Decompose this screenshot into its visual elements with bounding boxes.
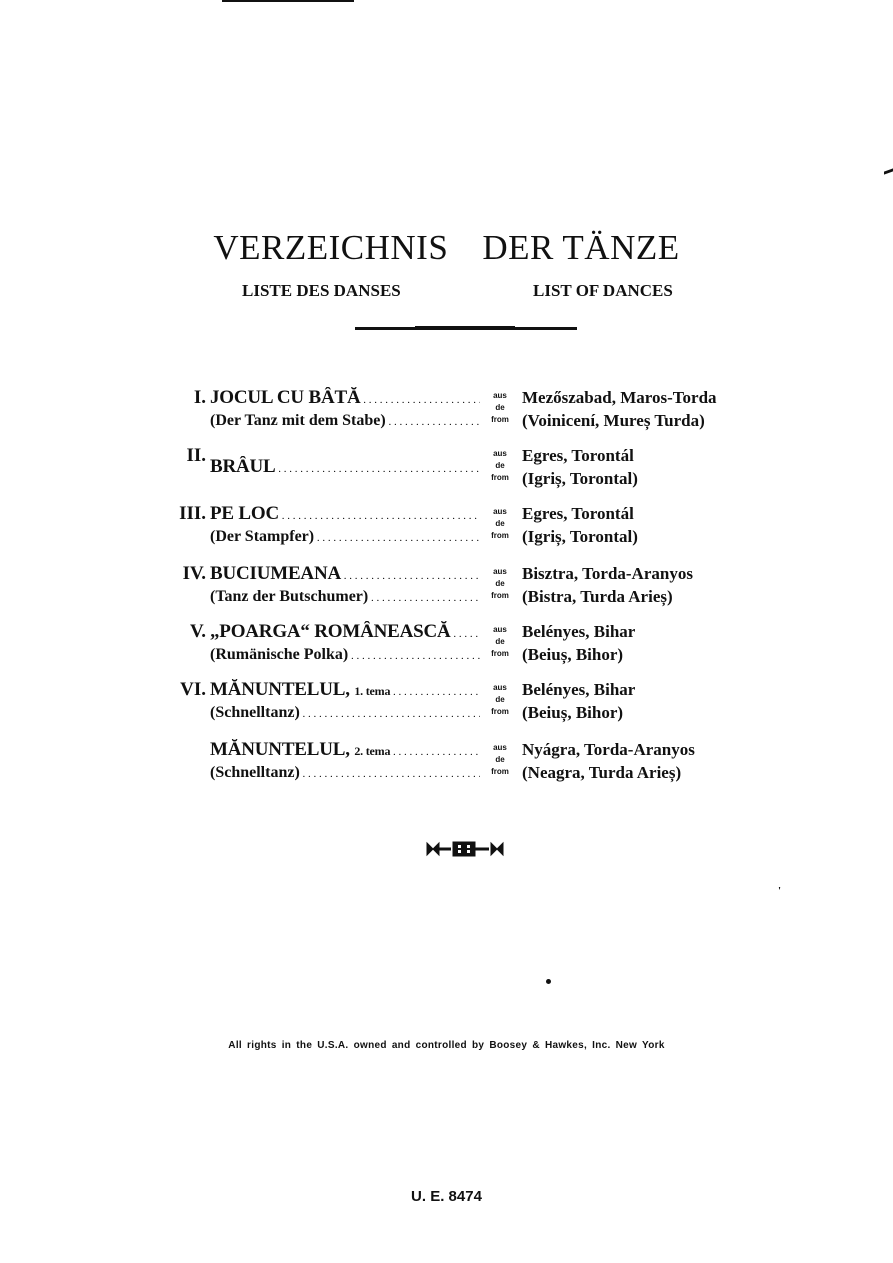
dance-numeral: III.: [179, 503, 206, 524]
subtitle-english: LIST OF DANCES: [533, 281, 673, 300]
edge-mark: [884, 168, 893, 174]
dance-subtitle: (Tanz der Butschumer) . . .: [210, 587, 480, 608]
dance-entry-5: [0, 621, 893, 667]
dance-name: BUCIUMEANA . . .: [210, 563, 480, 587]
dance-numeral: V.: [189, 621, 206, 642]
dance-numeral: I.: [193, 387, 206, 408]
dance-entry-6: [0, 679, 893, 725]
catalog-number: U. E. 8474: [411, 1188, 482, 1205]
dance-name: BRÂUL . . .: [210, 456, 480, 480]
preposition-label: aus de from: [491, 683, 509, 716]
dance-numeral: VI.: [180, 679, 206, 700]
dance-place: Egres, Torontál: [522, 446, 634, 465]
dance-place: Mezőszabad, Maros-Torda: [522, 388, 717, 407]
preposition-label: aus de from: [491, 449, 509, 482]
dance-name: „POARGA“ ROMÂNEASCĂ . . .: [210, 621, 480, 645]
dance-place-alt: (Beiuș, Bihor): [522, 645, 624, 664]
dance-name: JOCUL CU BÂTĂ . . .: [210, 387, 480, 411]
dance-entry-4: [0, 563, 893, 609]
dance-place: Belényes, Bihar: [522, 622, 636, 641]
dance-numeral: II.: [186, 445, 206, 466]
preposition-label: aus de from: [491, 625, 509, 658]
dance-subtitle: (Der Tanz mit dem Stabe) . . .: [210, 411, 480, 432]
dance-place: Nyágra, Torda-Aranyos: [522, 740, 695, 759]
preposition-label: aus de from: [491, 391, 509, 424]
dance-tema: 2. tema: [354, 744, 391, 758]
dance-place: Bisztra, Torda-Aranyos: [522, 564, 693, 583]
preposition-label: aus de from: [491, 567, 509, 600]
preposition-label: aus de from: [491, 507, 509, 540]
dance-subtitle: (Rumänische Polka) . . .: [210, 645, 480, 666]
dance-place-alt: (Neagra, Turda Arieș): [522, 763, 682, 782]
page-title: VERZEICHNIS DER TÄNZE: [213, 228, 680, 267]
dance-entry-2: [0, 445, 893, 491]
stray-mark: ': [778, 885, 782, 897]
dance-place: Egres, Torontál: [522, 504, 634, 523]
rights-notice: All rights in the U.S.A. owned and controlled by Boosey & Hawkes, Inc. New York: [228, 1040, 665, 1051]
dance-subtitle: (Schnelltanz) . . .: [210, 763, 480, 784]
stray-dot: [546, 979, 551, 984]
dance-entry-1: [0, 387, 893, 433]
dance-numeral: IV.: [182, 563, 206, 584]
dance-subtitle: (Schnelltanz) . . .: [210, 703, 480, 724]
dance-entry-7: [0, 739, 893, 785]
dance-subtitle: (Der Stampfer) . . .: [210, 527, 480, 548]
ornament-icon: [425, 838, 505, 860]
dance-name: MĂNUNTELUL, 1. tema . . .: [210, 679, 480, 703]
dance-name: PE LOC . . .: [210, 503, 480, 527]
dance-place-alt: (Bistra, Turda Arieș): [522, 587, 673, 606]
dance-place-alt: (Igriș, Torontal): [522, 527, 638, 546]
dance-place-alt: (Voinicení, Mureș Turda): [522, 411, 705, 430]
preposition-label: aus de from: [491, 743, 509, 776]
title-divider: [355, 327, 577, 330]
dance-place: Belényes, Bihar: [522, 680, 636, 699]
dance-place-alt: (Beiuș, Bihor): [522, 703, 624, 722]
subtitle-french: LISTE DES DANSES: [242, 281, 401, 300]
dance-tema: 1. tema: [354, 684, 391, 698]
dance-name: MĂNUNTELUL, 2. tema . . .: [210, 739, 480, 763]
dance-place-alt: (Igriș, Torontal): [522, 469, 638, 488]
top-rule: [222, 0, 354, 2]
dance-entry-3: [0, 503, 893, 549]
